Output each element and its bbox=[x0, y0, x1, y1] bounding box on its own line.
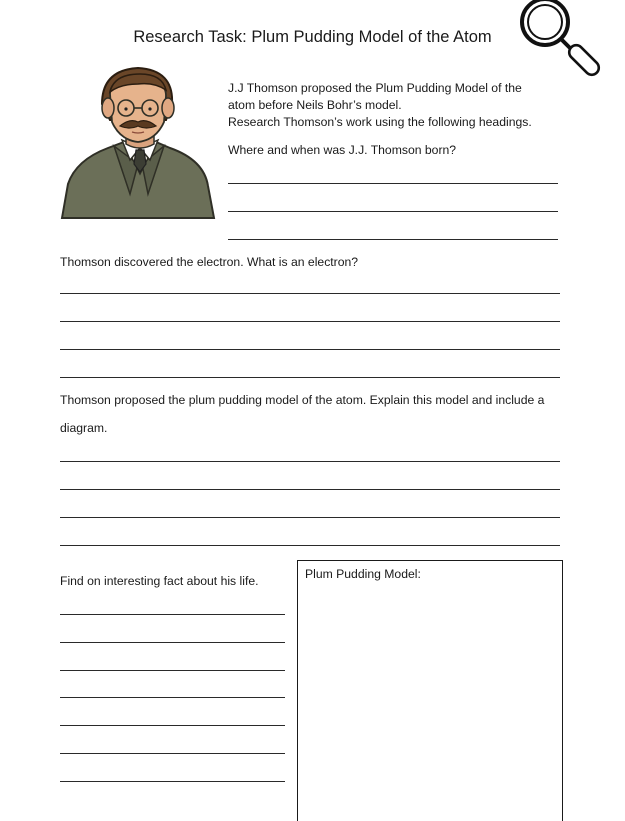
answer-line[interactable] bbox=[60, 517, 560, 518]
intro-line: atom before Neils Bohr’s model. bbox=[228, 98, 402, 112]
question-fact: Find on interesting fact about his life. bbox=[60, 574, 259, 588]
answer-line[interactable] bbox=[60, 697, 285, 698]
question-birth: Where and when was J.J. Thomson born? bbox=[228, 143, 457, 157]
answer-line[interactable] bbox=[228, 239, 558, 240]
answer-line[interactable] bbox=[60, 293, 560, 294]
intro-line: J.J Thomson proposed the Plum Pudding Model of the bbox=[228, 81, 522, 95]
answer-line[interactable] bbox=[60, 781, 285, 782]
diagram-box-label: Plum Pudding Model: bbox=[305, 567, 421, 581]
answer-line[interactable] bbox=[228, 183, 558, 184]
answer-line[interactable] bbox=[60, 545, 560, 546]
answer-line[interactable] bbox=[60, 725, 285, 726]
answer-line[interactable] bbox=[60, 753, 285, 754]
magnifying-glass-icon bbox=[518, 0, 610, 80]
answer-line[interactable] bbox=[60, 321, 560, 322]
answer-line[interactable] bbox=[60, 614, 285, 615]
answer-line[interactable] bbox=[60, 642, 285, 643]
intro-text bbox=[228, 80, 568, 131]
intro-line: Research Thomson’s work using the following headings. bbox=[228, 115, 532, 129]
question-electron: Thomson discovered the electron. What is an electron? bbox=[60, 255, 359, 269]
question-model: Thomson proposed the plum pudding model of the atom. Explain this model and include a bbox=[60, 393, 545, 407]
answer-line[interactable] bbox=[60, 377, 560, 378]
answer-line[interactable] bbox=[60, 349, 560, 350]
answer-line[interactable] bbox=[228, 211, 558, 212]
diagram-box[interactable] bbox=[297, 560, 563, 821]
answer-line[interactable] bbox=[60, 489, 560, 490]
jj-thomson-portrait bbox=[58, 64, 218, 222]
answer-line[interactable] bbox=[60, 461, 560, 462]
answer-line[interactable] bbox=[60, 670, 285, 671]
page-title: Research Task: Plum Pudding Model of the Atom bbox=[133, 28, 492, 46]
question-model-cont: diagram. bbox=[60, 421, 108, 435]
